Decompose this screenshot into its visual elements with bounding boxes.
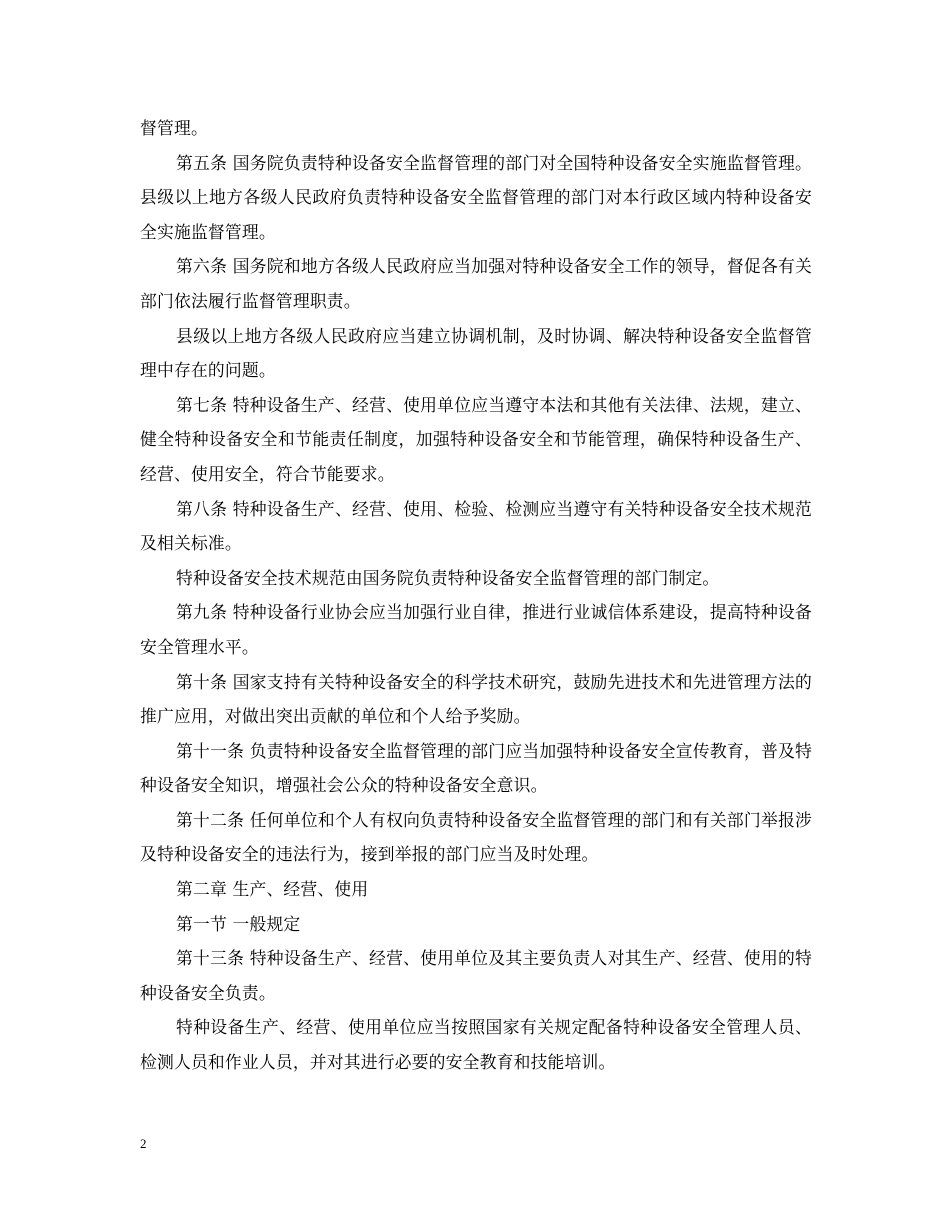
section-heading: 第一节 一般规定 <box>176 913 301 934</box>
paragraph-article-9: 第九条 特种设备行业协会应当加强行业自律，推进行业诚信体系建设，提高特种设备安全管理水平。 <box>140 602 812 657</box>
paragraph: 督管理。 <box>140 118 208 138</box>
paragraph: 特种设备生产、经营、使用单位应当按照国家有关规定配备特种设备安全管理人员、检测人员和作业人员，并对其进行必要的安全教育和技能培训。 <box>140 1017 812 1073</box>
paragraph-article-5: 第五条 国务院负责特种设备安全监督管理的部门对全国特种设备安全实施监督管理。县级以上地方各级人民政府负责特种设备安全监督管理的部门对本行政区域内特种设备安全实施监督管理。 <box>140 152 812 242</box>
paragraph-article-7: 第七条 特种设备生产、经营、使用单位应当遵守本法和其他有关法律、法规，建立、健全特种设备安全和节能责任制度，加强特种设备安全和节能管理，确保特种设备生产、经营、使用安全，符合节能要求。 <box>140 394 812 484</box>
paragraph-article-11: 第十一条 负责特种设备安全监督管理的部门应当加强特种设备安全宣传教育，普及特种设备安全知识，增强社会公众的特种设备安全意识。 <box>140 740 812 796</box>
paragraph-article-8: 第八条 特种设备生产、经营、使用、检验、检测应当遵守有关特种设备安全技术规范及相关标准。 <box>140 498 812 554</box>
paragraph-article-10: 第十条 国家支持有关特种设备安全的科学技术研究，鼓励先进技术和先进管理方法的推广应用，对做出突出贡献的单位和个人给予奖励。 <box>140 671 812 727</box>
chapter-heading: 第二章 生产、经营、使用 <box>176 879 369 900</box>
paragraph: 特种设备安全技术规范由国务院负责特种设备安全监督管理的部门制定。 <box>176 567 720 588</box>
paragraph-article-13: 第十三条 特种设备生产、经营、使用单位及其主要负责人对其生产、经营、使用的特种设备安全负责。 <box>140 948 812 1003</box>
paragraph-article-6: 第六条 国务院和地方各级人民政府应当加强对特种设备安全工作的领导，督促各有关部门依法履行监督管理职责。 <box>140 256 812 311</box>
page-number: 2 <box>140 1136 147 1151</box>
paragraph-article-12: 第十二条 任何单位和个人有权向负责特种设备安全监督管理的部门和有关部门举报涉及特种设备安全的违法行为，接到举报的部门应当及时处理。 <box>140 809 812 865</box>
paragraph: 县级以上地方各级人民政府应当建立协调机制，及时协调、解决特种设备安全监督管理中存在的问题。 <box>140 325 812 381</box>
document-body <box>140 111 812 1080</box>
